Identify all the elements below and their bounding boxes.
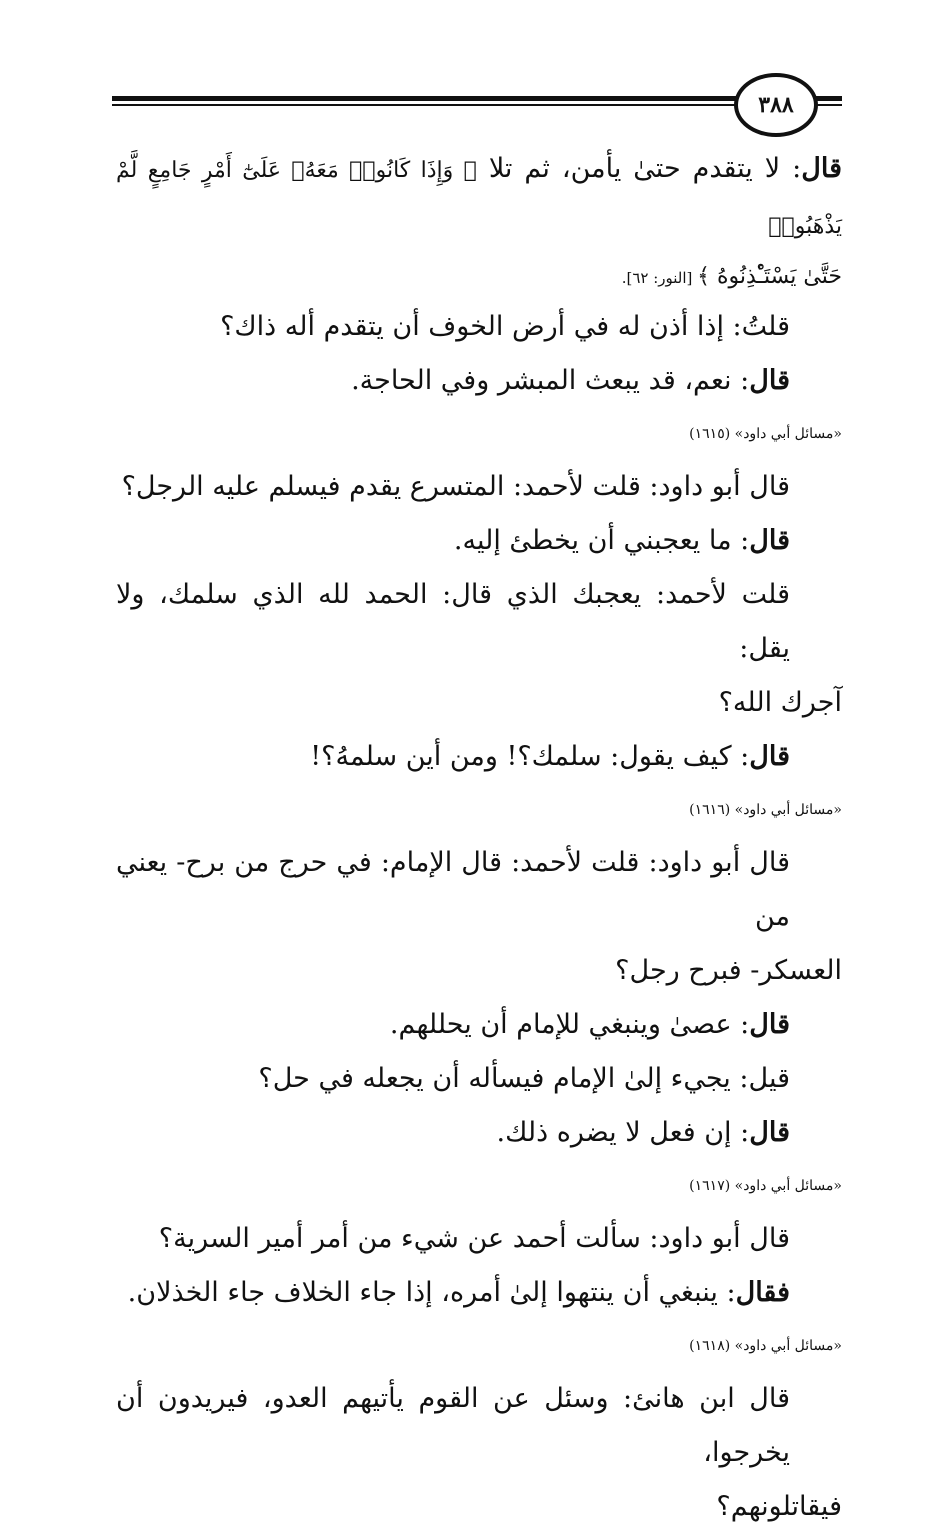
text-span: قال أبو داود: قلت لأحمد: قال الإمام: في حرج من برح- يعني من [116,847,790,932]
text-line [116,1266,842,1320]
text-span: قال ابن هانئ: وسئل عن القوم يأتيهم العدو، فيريدون أن يخرجوا، [116,1383,790,1468]
text-line [116,142,842,254]
text-span: : عصىٰ وينبغي للإمام أن يحللهم. [389,1009,750,1040]
text-line [116,254,842,300]
text-span: قال أبو داود: سألت أحمد عن شيء من أمر أمير السرية؟ [158,1223,790,1254]
text-span: فيقاتلونهم؟ [716,1491,842,1522]
text-line [116,1480,842,1534]
text-span: قلت لأحمد: يعجبك الذي قال: الحمد لله الذي سلمك، ولا يقل: [116,579,790,664]
header-rule-right-thin [816,104,842,106]
text-line [116,676,842,730]
text-span: : لا يتقدم حتىٰ يأمن، ثم تلا [476,153,802,184]
text-line [116,300,842,354]
source-reference: «مسائل أبي داود» (١٦١٦) [689,802,842,818]
quran-verse: ﴿ وَإِذَا كَانُوا۟ مَعَهُۥ عَلَىٰٓ أَمْرٍ جَامِعٍ لَّمْ يَذْهَبُوا۟ [116,158,842,239]
text-span: العسكر- فبرح رجل؟ [615,955,842,986]
text-line [116,568,842,676]
text-line [116,460,842,514]
text-line [116,1372,842,1480]
header-rule-thin [112,104,736,106]
text-line [116,836,842,944]
text-span: : نعم، قد يبعث المبشر وفي الحاجة. [351,365,750,396]
page-number: ٣٨٨ [734,73,818,137]
quran-verse: حَتَّىٰ يَسْتَـْٔذِنُوهُ ﴾ [697,264,842,289]
verse-citation: [النور: ٦٢]. [621,269,698,287]
header-rule-thick [112,96,736,101]
speaker-label: قال [749,365,790,396]
speaker-label: قال [749,525,790,556]
text-line [116,1106,842,1160]
speaker-label: فقال [735,1277,790,1308]
text-span: قلتُ: إذا أذن له في أرض الخوف أن يتقدم أله ذاك؟ [220,311,790,342]
page-header [0,0,952,130]
text-span: : إن فعل لا يضره ذلك. [496,1117,750,1148]
header-rule-right-thick [816,96,842,101]
source-reference: «مسائل أبي داود» (١٦١٧) [689,1178,842,1194]
text-span: : ما يعجبني أن يخطئ إليه. [453,525,750,556]
text-line [116,944,842,998]
speaker-label: قال [801,153,842,184]
speaker-label: قال [749,741,790,772]
text-line [116,514,842,568]
text-span: : ينبغي أن ينتهوا إلىٰ أمره، إذا جاء الخلاف جاء الخذلان. [127,1277,736,1308]
text-line [116,998,842,1052]
source-reference: «مسائل أبي داود» (١٦١٥) [689,426,842,442]
text-line [116,730,842,784]
source-reference: «مسائل أبي داود» (١٦١٨) [689,1338,842,1354]
text-span: : كيف يقول: سلمك؟! ومن أين سلمهُ؟! [310,741,750,772]
text-line [116,1052,842,1106]
page-content [116,142,842,1534]
text-span: قيل: يجيء إلىٰ الإمام فيسأله أن يجعله في حل؟ [258,1063,790,1094]
text-line [116,1212,842,1266]
text-line [116,354,842,408]
speaker-label: قال [749,1117,790,1148]
speaker-label: قال [749,1009,790,1040]
text-span: قال أبو داود: قلت لأحمد: المتسرع يقدم فيسلم عليه الرجل؟ [121,471,790,502]
text-span: آجرك الله؟ [718,687,842,718]
